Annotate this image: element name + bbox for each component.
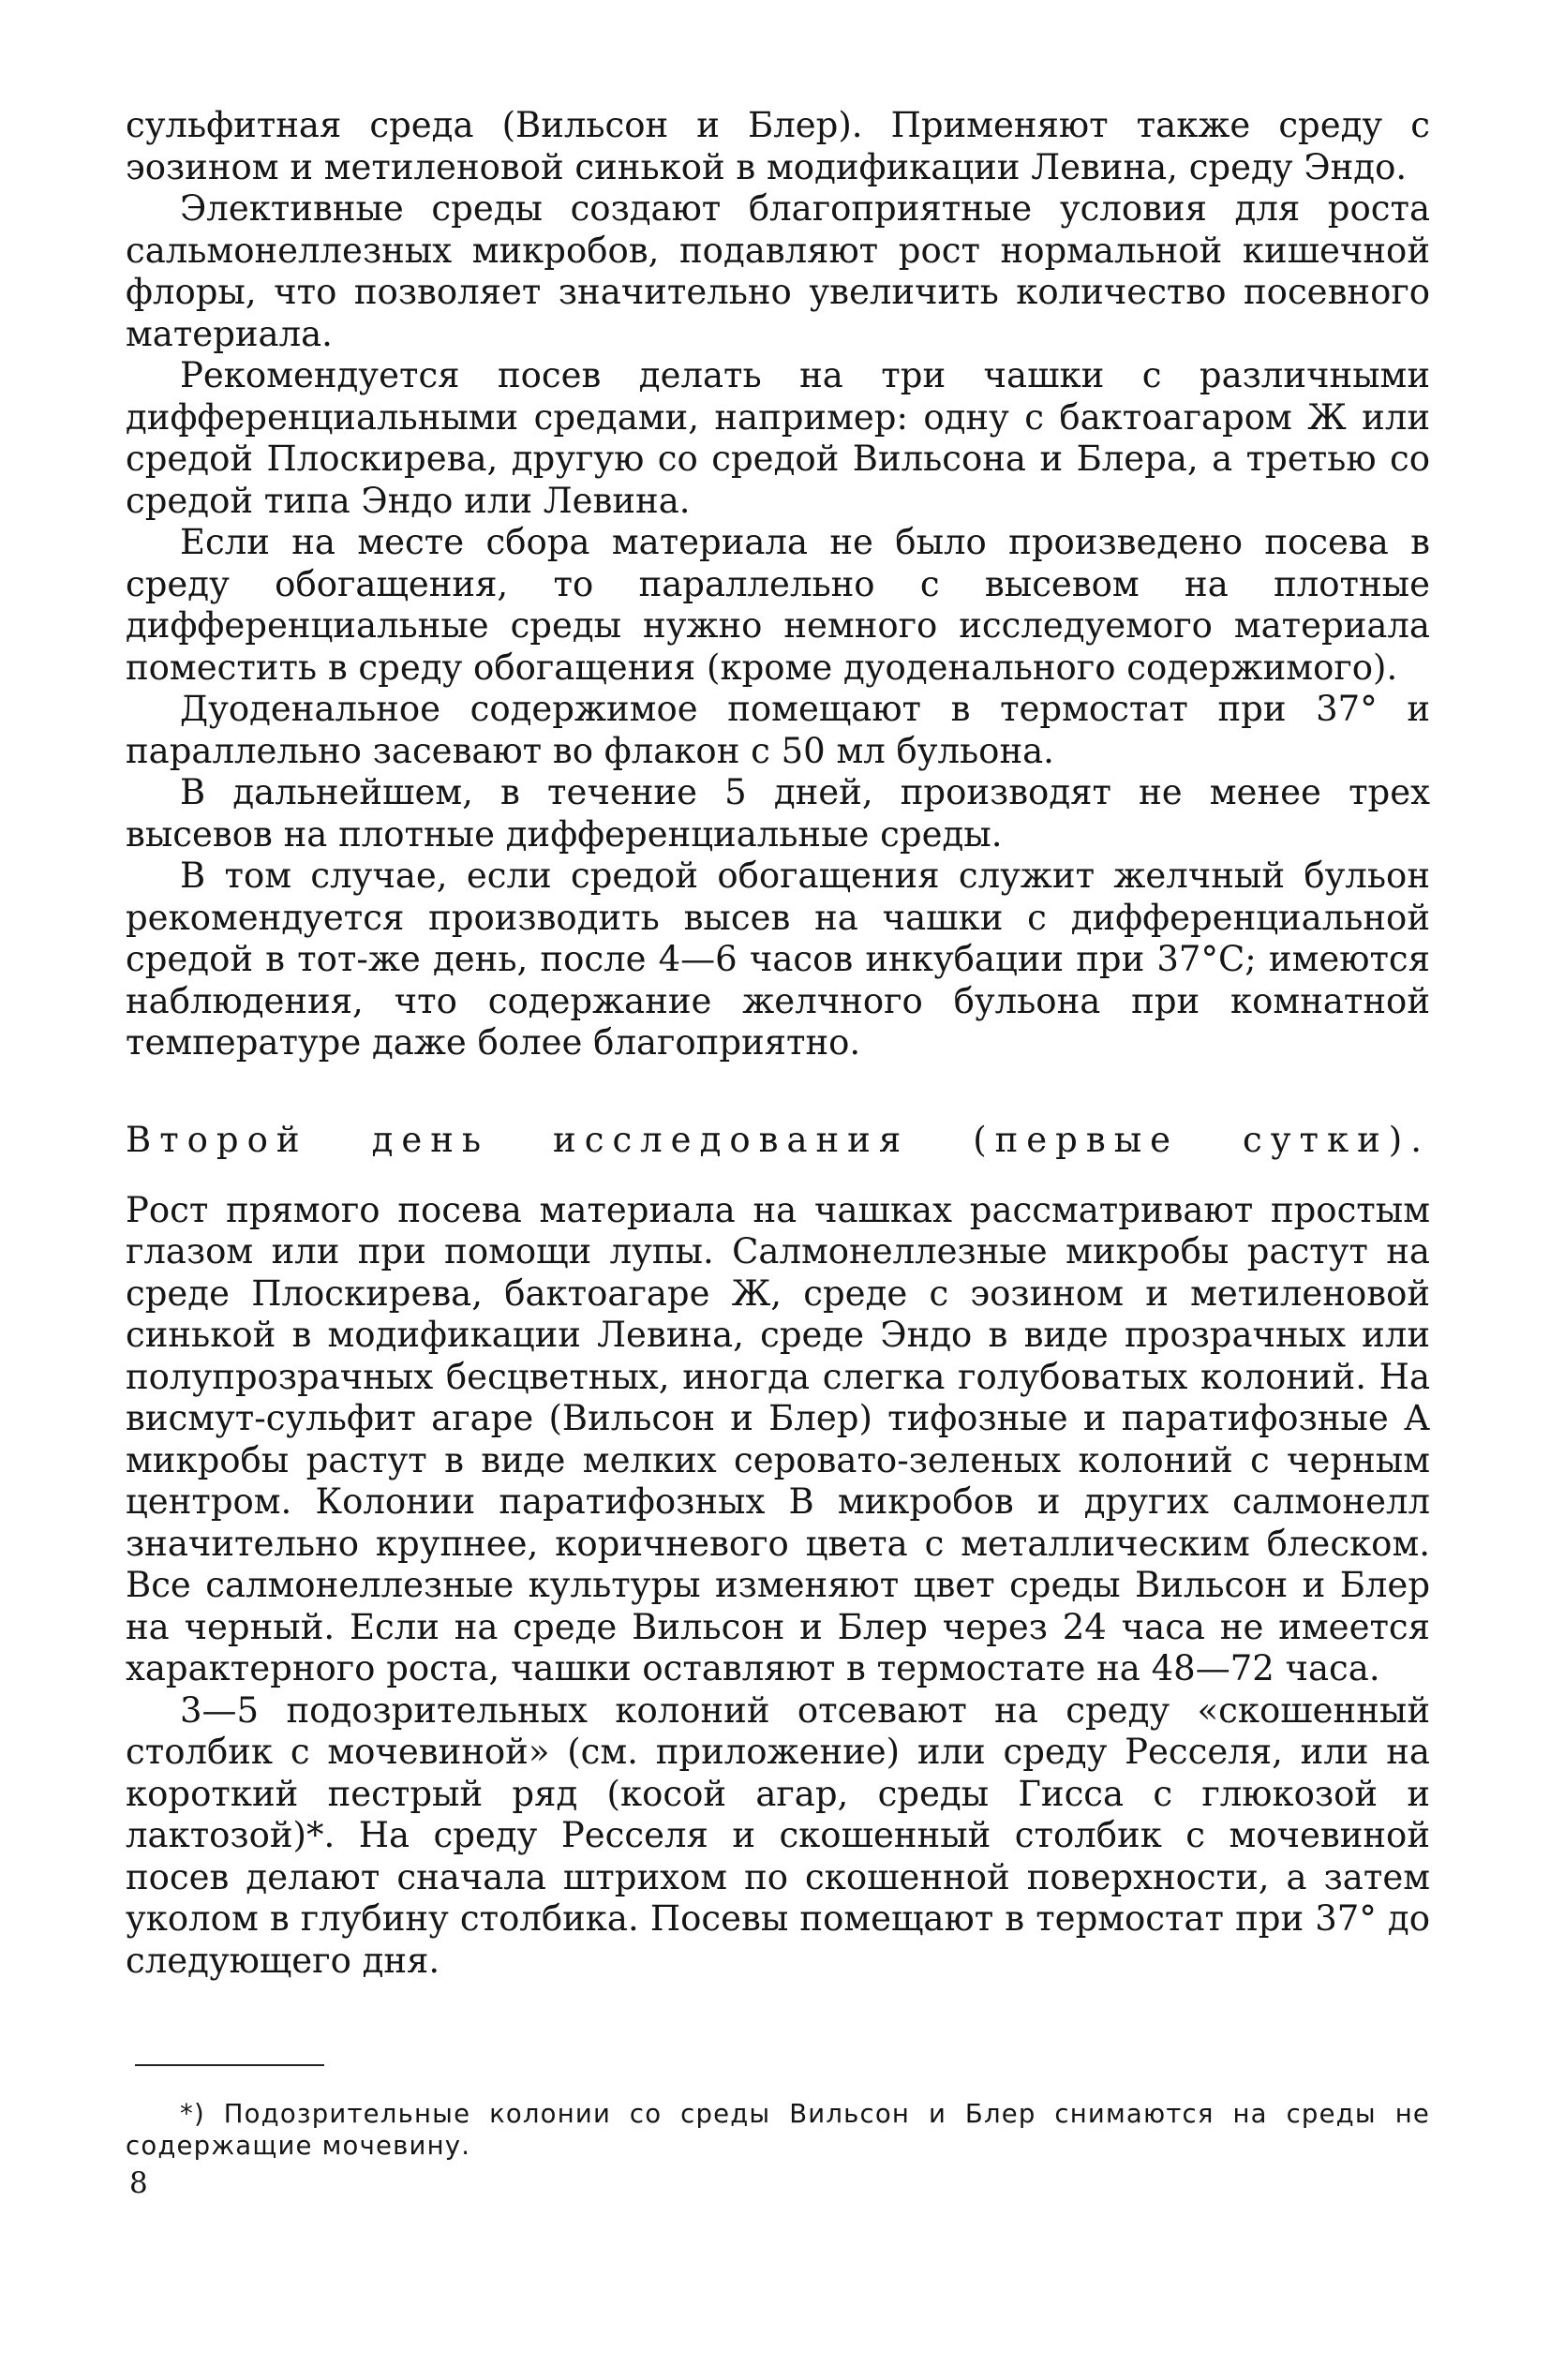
paragraph-continuation: сульфитная среда (Вильсон и Блер). Применяют также среду с эозином и метиленовой синькой в модификации Левина, среду Эндо. (126, 105, 1430, 187)
footnote-divider (135, 2064, 324, 2066)
page-body (126, 105, 1430, 2201)
paragraph-elective-media: Элективные среды создают благоприятные условия для роста сальмонеллезных микробов, подавляют рост нормальной кишечной флоры, что позволяет значительно увеличить количество посевного материала. (126, 188, 1430, 354)
paragraph-duodenal-content: Дуоденальное содержимое помещают в термостат при 37° и параллельно засевают во флакон с 50 мл бульона. (126, 689, 1430, 771)
section-heading: Второй день исследования (первые сутки). (126, 1119, 1430, 1160)
paragraph-bile-broth: В том случае, если средой обогащения служит желчный бульон рекомендуется производить высев на чашки с дифференциальной средой в тот-же день, после 4—6 часов инкубации при 37°С; имеются наблюдения, что содержание желчного бульона при комнатной температуре даже более благоприятно. (126, 855, 1430, 1063)
paragraph-subcultures: В дальнейшем, в течение 5 дней, производят не менее трех высевов на плотные дифференциальные среды. (126, 772, 1430, 855)
paragraph-growth-observation: Рост прямого посева материала на чашках рассматривают простым глазом или при помощи лупы. Салмонеллезные микробы растут на среде Плоскирева, бактоагаре Ж, среде с эозином и метиленовой синькой в модификации Левина, среде Эндо в виде прозрачных или полупрозрачных бесцветных, иногда слегка голубоватых колоний. На висмут-сульфит агаре (Вильсон и Блер) тифозные и паратифозные А микробы растут в виде мелких серовато-зеленых колоний с черным центром. Колонии паратифозных В микробов и других салмонелл значительно крупнее, коричневого цвета с металлическим блеском. Все салмонеллезные культуры изменяют цвет среды Вильсон и Блер на черный. Если на среде Вильсон и Блер через 24 часа не имеется характерного роста, чашки оставляют в термостате на 48—72 часа. (126, 1189, 1430, 1688)
paragraph-three-dishes: Рекомендуется посев делать на три чашки с различными дифференциальными средами, например: одну с бактоагаром Ж или средой Плоскирева, другую со средой Вильсона и Блера, а третью со средой типа Эндо или Левина. (126, 355, 1430, 521)
footnote: *) Подозрительные колонии со среды Вильсон и Блер снимаются на среды не содержащие мочевину. (126, 2099, 1430, 2161)
paragraph-enrichment-medium: Если на месте сбора материала не было произведено посева в среду обогащения, то параллельно с высевом на плотные дифференциальные среды нужно немного исследуемого материала поместить в среду обогащения (кроме дуоденального содержимого). (126, 522, 1430, 688)
page-number: 8 (129, 2166, 148, 2200)
paragraph-suspicious-colonies: 3—5 подозрительных колоний отсевают на среду «скошенный столбик с мочевиной» (см. приложение) или среду Ресселя, или на короткий пестрый ряд (косой агар, среды Гисса с глюкозой и лактозой)*. На среду Ресселя и скошенный столбик с мочевиной посев делают сначала штрихом по скошенной поверхности, а затем уколом в глубину столбика. Посевы помещают в термостат при 37° до следующего дня. (126, 1689, 1430, 1981)
